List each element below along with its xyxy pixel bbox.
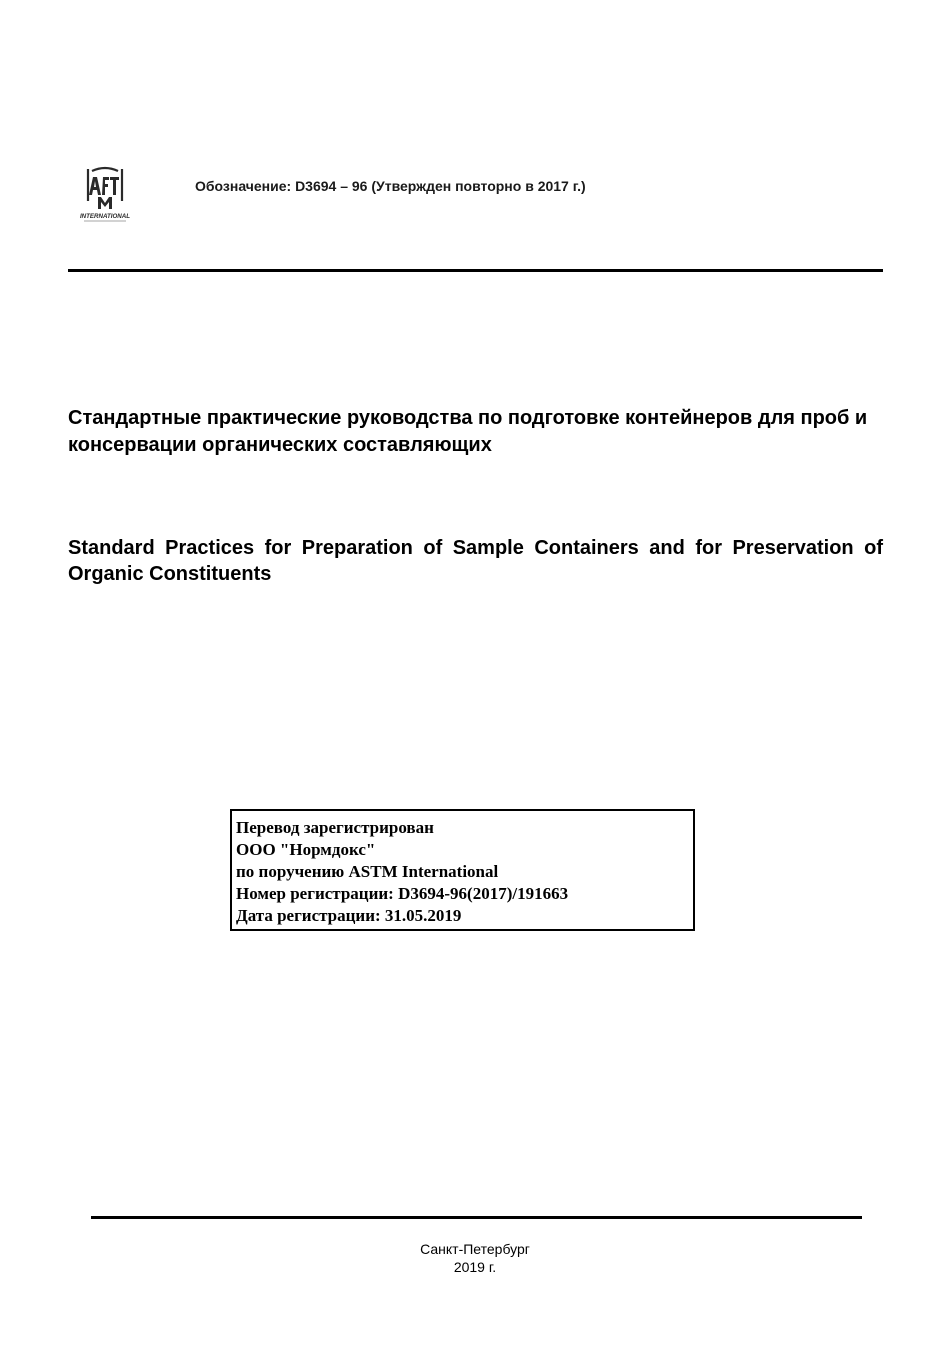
footer	[0, 1240, 950, 1276]
svg-text:INTERNATIONAL: INTERNATIONAL	[79, 213, 131, 220]
registration-company: ООО "Нормдокс"	[236, 840, 376, 859]
document-designation: Обозначение: D3694 – 96 (Утвержден повторно в 2017 г.)	[195, 178, 586, 194]
document-title-russian: Стандартные практические руководства по подготовке контейнеров для проб и консервации органических составляющих	[68, 407, 868, 456]
header-divider	[68, 269, 883, 272]
footer-divider	[91, 1216, 862, 1219]
astm-logo-icon	[78, 163, 132, 223]
footer-year: 2019 г.	[453, 1259, 497, 1275]
registration-number: Номер регистрации: D3694-96(2017)/191663	[236, 884, 569, 903]
footer-city: Санкт-Петербург	[420, 1241, 530, 1257]
registration-box	[230, 809, 695, 931]
registration-commission: по поручению ASTM International	[236, 862, 499, 881]
registration-date: Дата регистрации: 31.05.2019	[236, 906, 462, 925]
registration-line: Перевод зарегистрирован	[236, 818, 434, 837]
document-title-english: Standard Practices for Preparation of Sample Containers and for Preservation of Organic Constituents	[68, 537, 883, 585]
